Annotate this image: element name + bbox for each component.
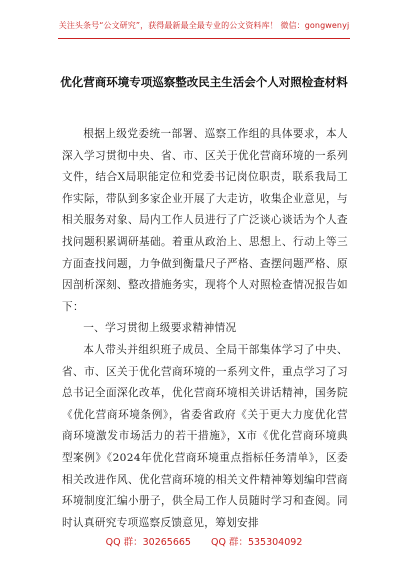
section-heading: 一、学习贯彻上级要求精神情况 bbox=[83, 322, 237, 335]
header-divider bbox=[58, 38, 350, 39]
intro-paragraph: 根据上级党委统一部署、巡察工作组的具体要求，本人深入学习贯彻中央、省、市、区关于优化营商环境的一系列文件，结合X局职能定位和党委书记岗位职责，联系我局工作实际，带队到多家企业开展了大走访，收集企业意见，与相关服务对象、局内工作人员进行了广泛谈心谈话为个人查找问题积累调研基础。着重从政治上、思想上、行动上等三方面查找问题，力争做到衡量尺子严格、查摆问题严格、原因剖析深刻、整改措施务实，现将个人对照检查情况报告如下： bbox=[62, 128, 348, 313]
section-paragraph: 本人带头并组织班子成员、全局干部集体学习了中央、省、市、区关于优化营商环境的一系列文件，重点学习了习总书记全面深化改革，优化营商环境相关讲话精神，国务院《优化营商环境条例》，省委省政府《关于更大力度优化营商环境激发市场活力的若干措施》，X市《优化营商环境典型案例》《2024年优化营商环境重点指标任务清单》，区委相关改进作风、优化营商环境的相关文件精神筹划编印营商环境制度汇编小册子，供全局工作人员随时学习和查阅。同时认真研究专项巡察反馈意见，筹划安排 bbox=[62, 343, 348, 529]
header-banner: 关注头条号“公文研究”，获得最新最全最专业的公文资料库！ 微信：gongwenyj bbox=[58, 21, 350, 30]
footer-contact bbox=[0, 536, 408, 550]
document-title: 优化营商环境专项巡察整改民主生活会个人对照检查材料 bbox=[60, 75, 348, 89]
footer-qq-group-2: QQ 群：535304092 bbox=[210, 537, 303, 548]
footer-qq-group-1: QQ 群：30265665 bbox=[105, 537, 191, 548]
document-body bbox=[62, 124, 348, 534]
